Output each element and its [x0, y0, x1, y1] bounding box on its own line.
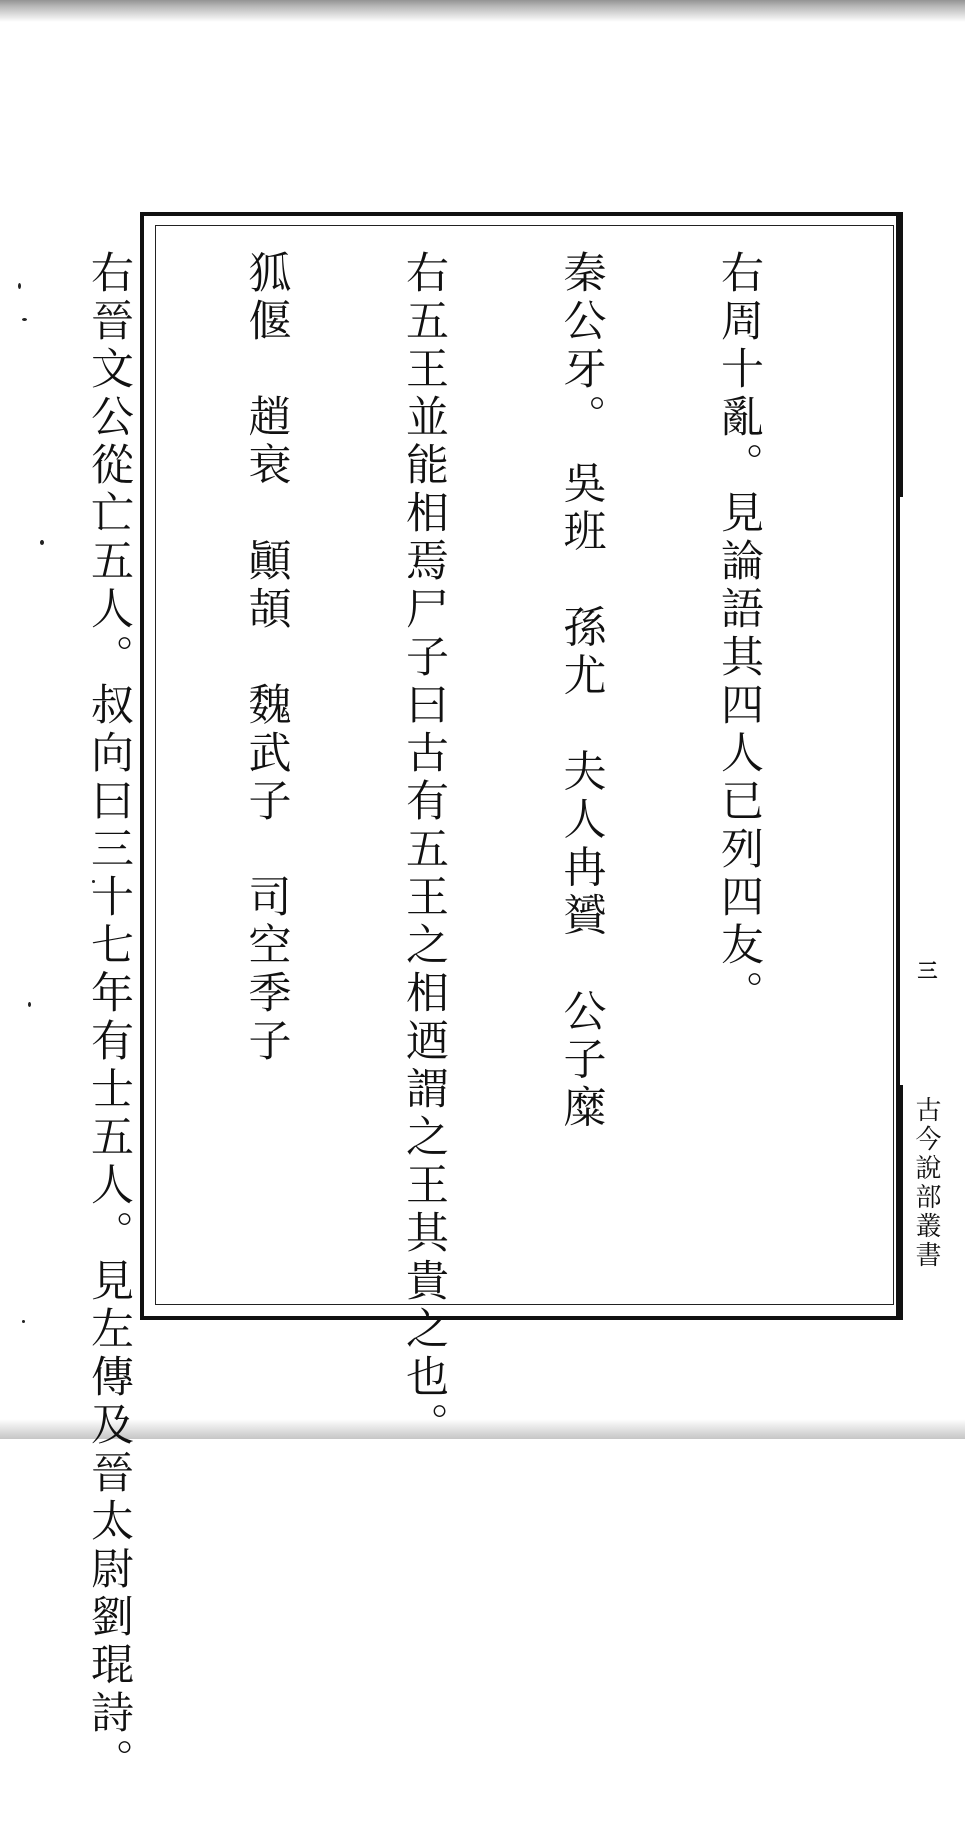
- ink-speck: [22, 1320, 25, 1323]
- text-column: 狐偃 趙衰 顚頡 魏武子 司空季子: [241, 250, 292, 1066]
- vertical-text-body: [84, 250, 870, 1786]
- text-column: 秦公牙。 吳班 孫尤 夫人冉贇 公子糜: [556, 250, 607, 1133]
- text-column: 右周十亂。見論語其四人已列四友。: [714, 250, 764, 1018]
- margin-rule-upper: [900, 212, 903, 497]
- text-column: 右五王並能相焉尸子曰古有五王之相迺謂之王其貴之也。: [399, 250, 449, 1450]
- scan-edge-bottom: [0, 1417, 965, 1439]
- margin-rule-lower: [900, 1085, 903, 1320]
- series-title: 古今說部叢書: [906, 1090, 947, 1276]
- text-column: 右晉文公從亡五人。叔向曰三十七年有士五人。見左傳及晉太尉劉琨詩。: [84, 250, 134, 1786]
- scan-edge-top: [0, 0, 965, 24]
- page-number: 三: [914, 960, 938, 980]
